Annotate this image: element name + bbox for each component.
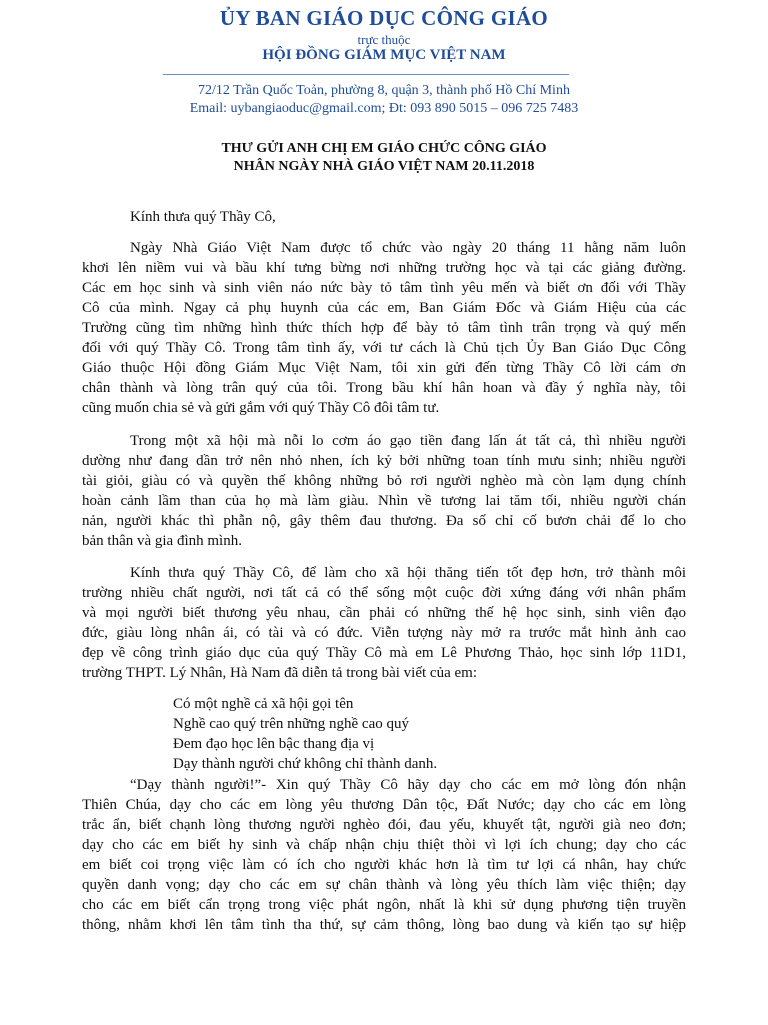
- paragraph-line: trường THPT. Lý Nhân, Hà Nam đã diễn tả trong bài viết của em:: [82, 665, 477, 681]
- paragraph-line: đối với quý Thầy Cô. Trong tâm tình ấy, với tư cách là Chủ tịch Ủy Ban Giáo Dục Công: [82, 340, 686, 356]
- paragraph-line: trường nhiều chất người, nơi tất cả có thể sống một cuộc đời xứng đáng với nhân phẩm: [82, 585, 686, 601]
- paragraph-line: Giáo thuộc Hội đồng Giám Mục Việt Nam, tôi xin gửi đến từng Thầy Cô lời cám ơn: [82, 360, 686, 376]
- org-name: ỦY BAN GIÁO DỤC CÔNG GIÁO: [219, 6, 549, 30]
- salutation: Kính thưa quý Thầy Cô,: [130, 209, 276, 225]
- parent-org-name: HỘI ĐỒNG GIÁM MỤC VIỆT NAM: [262, 47, 506, 63]
- paragraph-line: Trường cũng tìm những hình thức thích hợp để bày tỏ tâm tình trân trọng và quý mến: [82, 320, 686, 336]
- paragraph-line: tài giỏi, giàu có và quyền thế không những bỏ rơi người nghèo mà còn lạm dụng chính: [82, 473, 686, 489]
- paragraph-line: hoàn cảnh lầm than của họ mà làm giàu. Nhìn về tương lai tăm tối, nhiều người chán: [82, 493, 686, 509]
- paragraph-line: nản, người khác thì phẫn nộ, gây thêm đau thương. Đa số chỉ cố bươn chải để lo cho: [82, 513, 686, 529]
- paragraph-line: Trong một xã hội mà nỗi lo cơm áo gạo tiền đang lấn át tất cả, thì nhiều người: [130, 433, 686, 449]
- letter-title-line-1: THƯ GỬI ANH CHỊ EM GIÁO CHỨC CÔNG GIÁO: [221, 141, 547, 156]
- paragraph-line: chân thành và lòng trân quý của tôi. Trong bầu khí hân hoan và đầy ý nghĩa này, tôi: [82, 380, 686, 396]
- paragraph-line: em biết coi trọng việc làm có ích cho người khác hơn là tìm tư lợi cá nhân, hay chức: [82, 857, 686, 873]
- paragraph-line: dường như đang dần trở nên nhỏ nhen, ích kỷ bởi những toan tính mưu sinh; nhiều người: [82, 453, 686, 469]
- paragraph-line: quyền danh vọng; dạy cho các em sự chân thành và lòng yêu thích làm việc thiện; dạy: [82, 877, 686, 893]
- org-contact: Email: uybangiaoduc@gmail.com; Đt: 093 890 5015 – 096 725 7483: [189, 101, 579, 116]
- paragraph-line: Cô của mình. Ngay cả phụ huynh của các em, Ban Giám Đốc và Giám Hiệu của các: [82, 300, 686, 316]
- header-divider: [163, 74, 569, 75]
- poem-line: Đem đạo học lên bậc thang địa vị: [173, 736, 375, 752]
- org-subordinate-label: trực thuộc: [357, 32, 411, 47]
- poem-line: Có một nghề cả xã hội gọi tên: [173, 696, 354, 712]
- paragraph-line: cũng muốn chia sẻ và gửi gắm với quý Thầy Cô đôi tâm tư.: [82, 400, 440, 416]
- poem-line: Dạy thành người chứ không chỉ thành danh.: [173, 756, 438, 772]
- paragraph-line: trắc ẩn, biết chạnh lòng thương người nghèo đói, đau yếu, khuyết tật, người già neo đơn;: [82, 817, 686, 833]
- paragraph-line: dạy cho các em biết hy sinh và chấp nhận chịu thiệt thòi vì lợi ích chung; dạy cho các: [82, 837, 686, 853]
- paragraph-line: “Dạy thành người!”- Xin quý Thầy Cô hãy dạy cho các em mở lòng đón nhận: [130, 777, 686, 793]
- paragraph-line: bản thân và gia đình mình.: [82, 533, 242, 549]
- paragraph-line: và mọi người biết thương yêu nhau, cần phải có những thế hệ học sinh, sinh viên đạo: [82, 605, 686, 621]
- paragraph-line: Các em học sinh và sinh viên náo nức bày tỏ tâm tình yêu mến và biết ơn đối với Thầy: [82, 280, 686, 296]
- paragraph-line: Kính thưa quý Thầy Cô, để làm cho xã hội thăng tiến tốt đẹp hơn, trở thành môi: [130, 565, 686, 581]
- paragraph-line: khơi lên niềm vui và bầu khí tưng bừng nơi những trường học và tại các giảng đường.: [82, 260, 686, 276]
- paragraph-line: đức, giàu lòng nhân ái, có tài và có đức. Viễn tượng này mở ra trước mắt hình ảnh cao: [82, 625, 686, 641]
- letter-title-line-2: NHÂN NGÀY NHÀ GIÁO VIỆT NAM 20.11.2018: [233, 159, 535, 174]
- poem-line: Nghề cao quý trên những nghề cao quý: [173, 716, 409, 732]
- paragraph-line: đẹp về công trình giáo dục của quý Thầy Cô mà em Lê Phương Thảo, học sinh lớp 11D1,: [82, 645, 686, 661]
- org-address: 72/12 Trần Quốc Toản, phường 8, quận 3, thành phố Hồ Chí Minh: [198, 83, 570, 98]
- paragraph-line: Thiên Chúa, dạy cho các em lòng yêu thương Dân tộc, Đất Nước; dạy cho các em lòng: [82, 797, 686, 813]
- paragraph-line: cho các em biết cẩn trọng trong việc phát ngôn, nhất là khi sử dụng phương tiện truyền: [82, 897, 686, 913]
- paragraph-line: Ngày Nhà Giáo Việt Nam được tổ chức vào ngày 20 tháng 11 hằng năm luôn: [130, 240, 686, 256]
- paragraph-line: thông, nhằm khơi lên tâm tình tha thứ, sự cảm thông, lòng bao dung và kiến tạo sự hiệp: [82, 917, 686, 933]
